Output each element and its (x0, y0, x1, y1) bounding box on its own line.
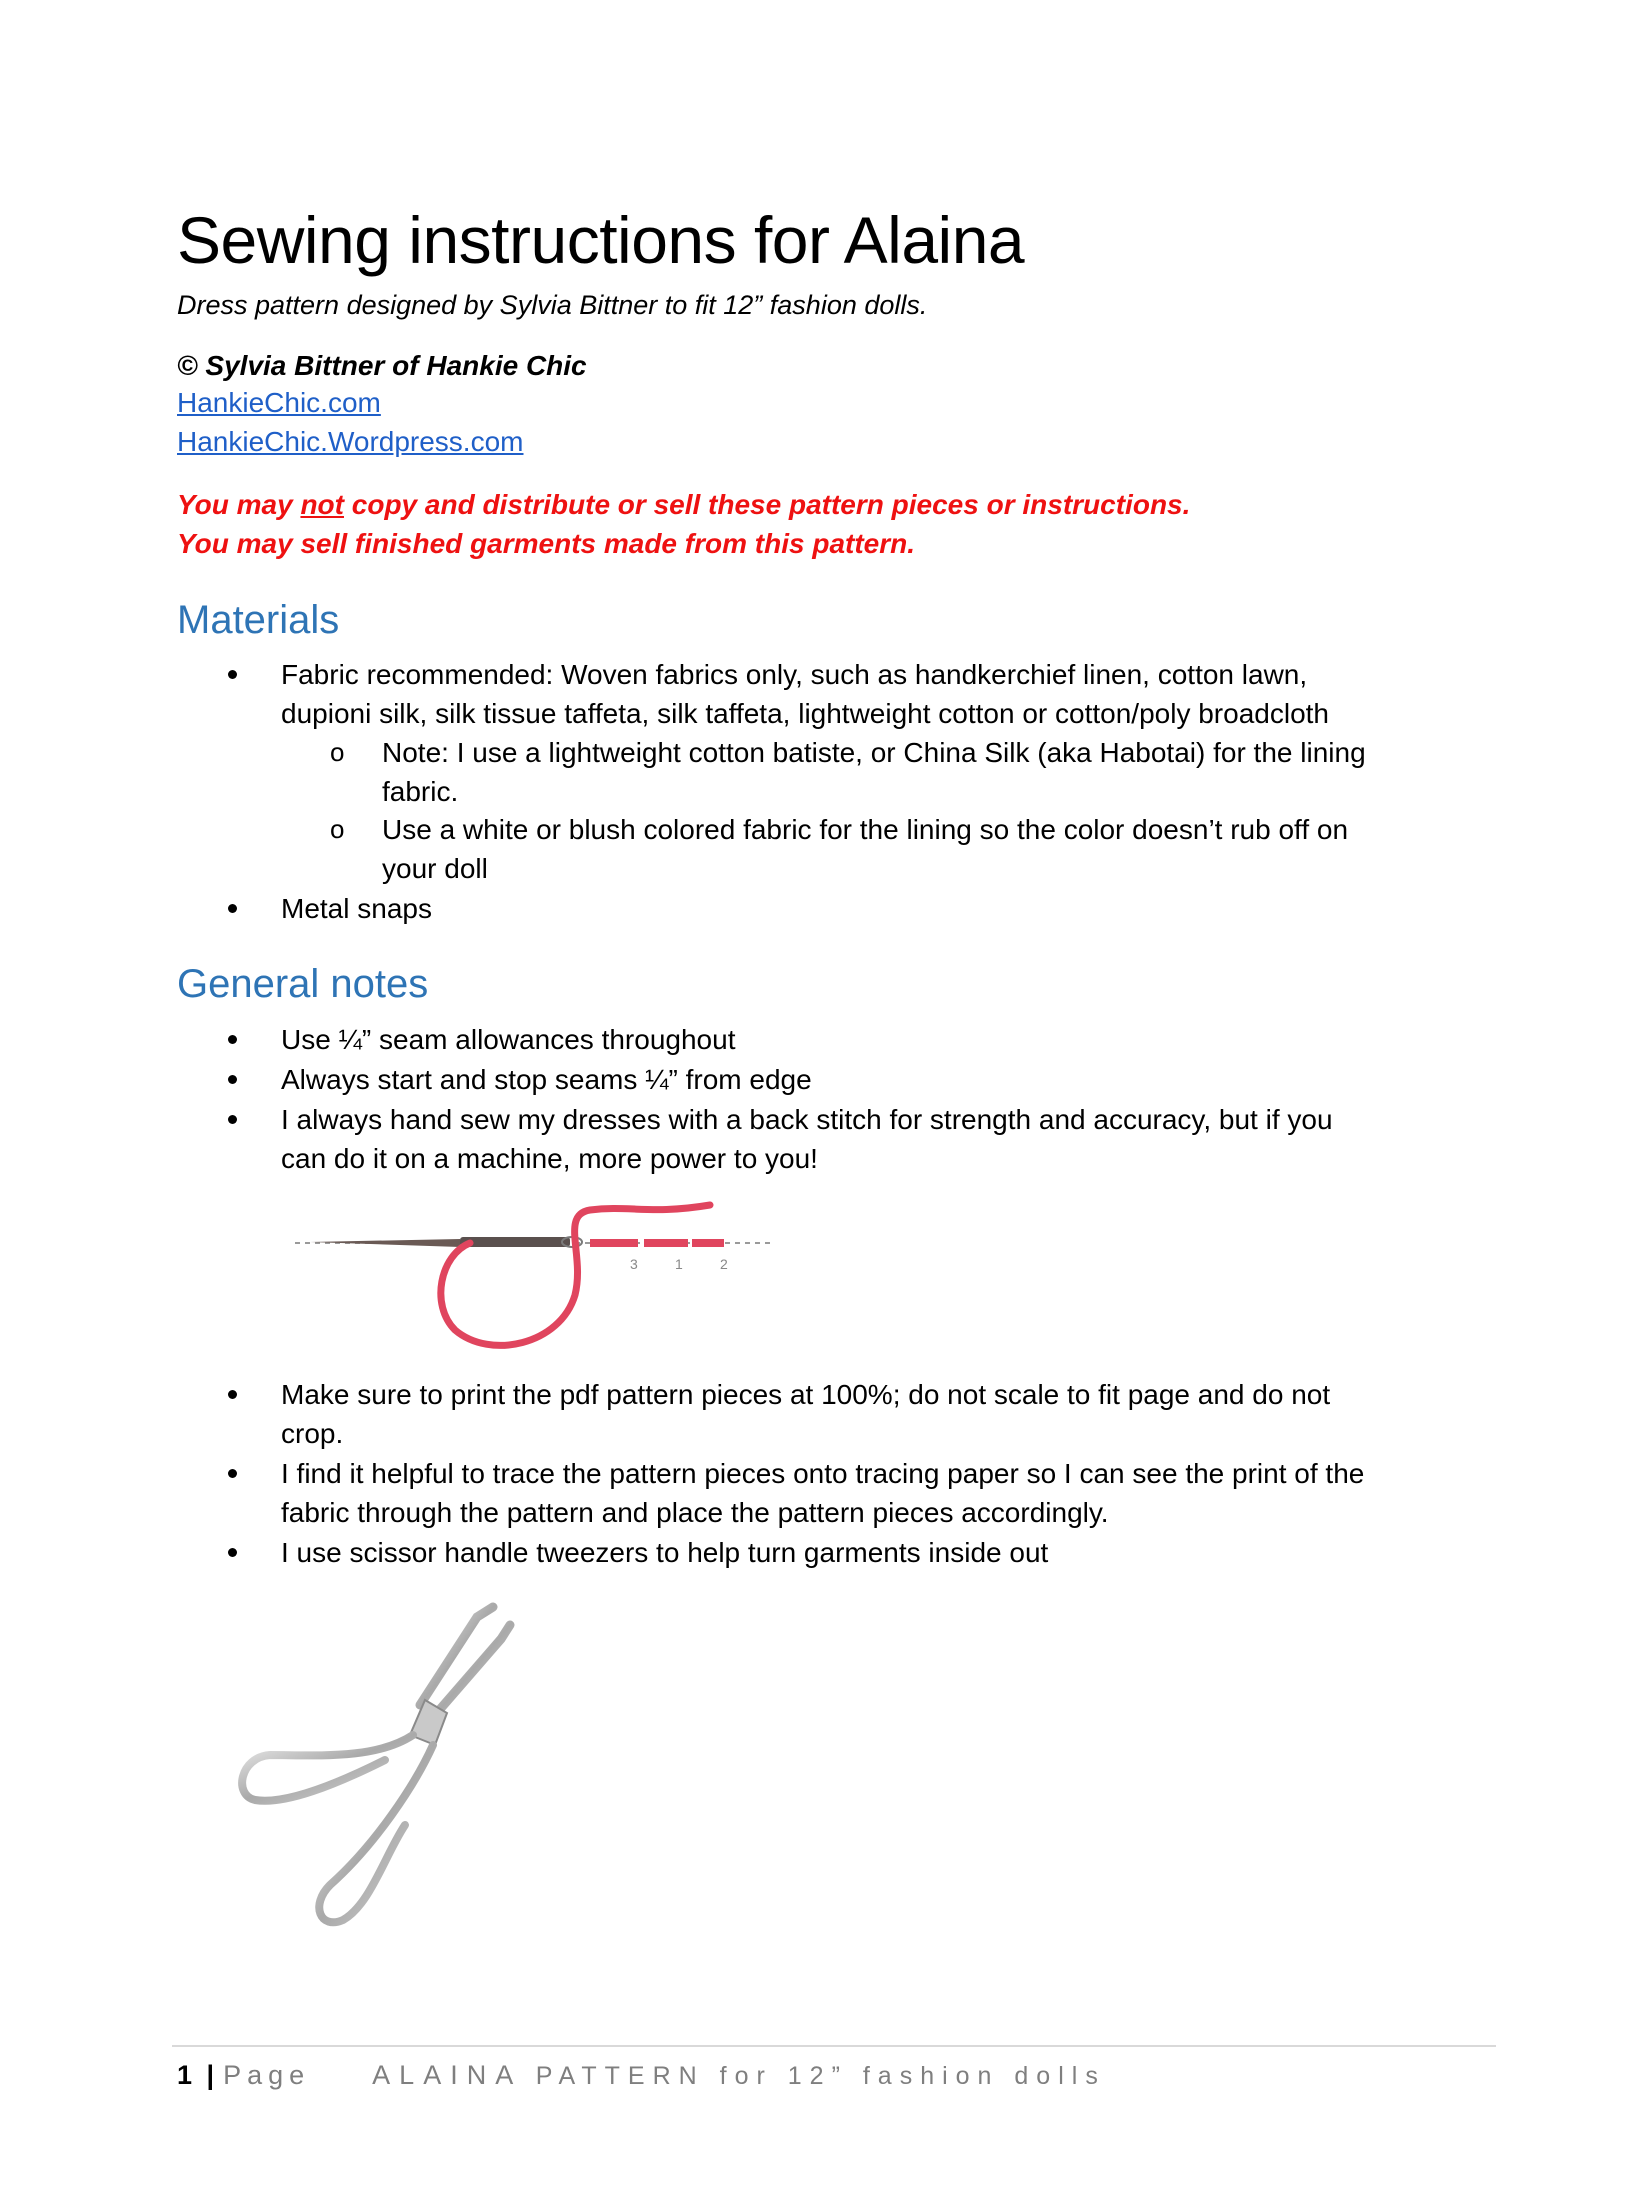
bullet-icon (228, 1469, 237, 1478)
copyright-notice: © Sylvia Bittner of Hankie Chic (177, 350, 587, 381)
lining-note-line2: fabric. (382, 776, 459, 807)
sell-notice: You may sell finished garments made from this pattern. (177, 528, 916, 559)
page-number: 1 (177, 2060, 194, 2090)
bullet-icon (228, 1035, 237, 1044)
footer-divider (172, 2045, 1496, 2047)
bullet-icon (228, 1075, 237, 1084)
bullet-icon (228, 1115, 237, 1124)
lining-color-note-line1: Use a white or blush colored fabric for the lining so the color doesn’t rub off on (382, 814, 1349, 845)
tracing-note-line1: I find it helpful to trace the pattern pieces onto tracing paper so I can see the print of the (281, 1458, 1365, 1489)
bullet-icon (228, 670, 237, 679)
bullet-icon (228, 904, 237, 913)
footer-brand: ALAINA (372, 2060, 523, 2090)
copy-warning-end: copy and distribute or sell these pattern pieces or instructions. (343, 489, 1191, 520)
scissor-tweezers-illustration (225, 1595, 535, 1940)
bullet-icon (228, 1390, 237, 1399)
stitch-label-2: 2 (720, 1256, 728, 1272)
print-note-line2: crop. (281, 1418, 344, 1449)
fabric-recommendation-line2: dupioni silk, silk tissue taffeta, silk taffeta, lightweight cotton or cotton/poly broadcloth (281, 698, 1329, 729)
stitch-label-3: 3 (630, 1256, 638, 1272)
footer-page-word: Page (223, 2060, 311, 2090)
seam-allowance-item: Use ¼” seam allowances throughout (281, 1024, 736, 1055)
stitch-label-1: 1 (675, 1256, 683, 1272)
footer-separator: | (206, 2060, 216, 2090)
seam-edge-item: Always start and stop seams ¼” from edge (281, 1064, 812, 1095)
sub-bullet-icon: o (330, 814, 345, 844)
lining-color-note-line2: your doll (382, 853, 488, 884)
sub-bullet-icon: o (330, 737, 345, 767)
print-note-line1: Make sure to print the pdf pattern pieces at 100%; do not scale to fit page and do not (281, 1379, 1331, 1410)
copy-warning (177, 489, 1190, 521)
materials-heading: Materials (177, 598, 340, 642)
copy-warning-emphasis: not (300, 489, 344, 520)
copy-warning-start: You may (177, 489, 301, 520)
lining-note-line1: Note: I use a lightweight cotton batiste, or China Silk (aka Habotai) for the lining (382, 737, 1366, 768)
hand-sew-item-line2: can do it on a machine, more power to you! (281, 1143, 818, 1174)
hankiechic-link[interactable]: HankieChic.com (177, 387, 381, 418)
page-subtitle: Dress pattern designed by Sylvia Bittner to fit 12” fashion dolls. (177, 290, 928, 320)
bullet-icon (228, 1548, 237, 1557)
footer-tagline: PATTERN for 12” fashion dolls (535, 2062, 1106, 2090)
fabric-recommendation-line1: Fabric recommended: Woven fabrics only, such as handkerchief linen, cotton lawn, (281, 659, 1308, 690)
general-notes-heading: General notes (177, 962, 429, 1006)
page-title: Sewing instructions for Alaina (177, 203, 1025, 277)
tweezers-note: I use scissor handle tweezers to help turn garments inside out (281, 1537, 1049, 1568)
tracing-note-line2: fabric through the pattern and place the pattern pieces accordingly. (281, 1497, 1109, 1528)
page-footer (177, 2060, 1106, 2091)
hand-sew-item-line1: I always hand sew my dresses with a back stitch for strength and accuracy, but if you (281, 1104, 1333, 1135)
metal-snaps-item: Metal snaps (281, 893, 432, 924)
back-stitch-illustration (290, 1185, 780, 1360)
hankiechic-wordpress-link[interactable]: HankieChic.Wordpress.com (177, 426, 524, 457)
